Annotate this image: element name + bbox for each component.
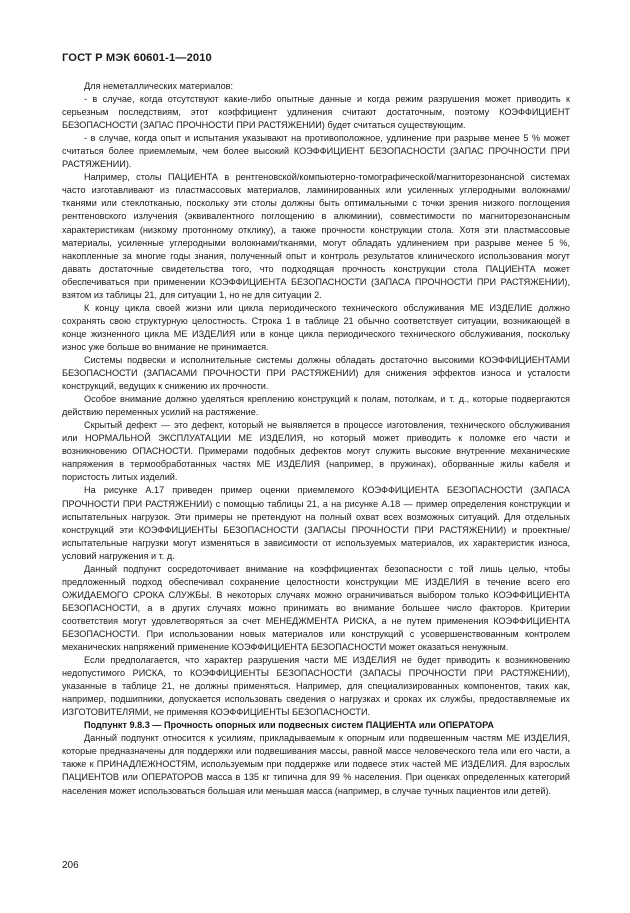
paragraph: К концу цикла своей жизни или цикла периодического технического обслуживания МЕ ИЗДЕЛИЕ должно сохранять свою структурную целостность. Строка 1 в таблице 21 обычно соответствует ситуации, возникающей в конце жизненного цикла МЕ ИЗДЕЛИЯ или в конце цикла периодического технического обслуживания, поскольку износ уже больше во внимание не принимается. bbox=[62, 302, 570, 352]
paragraph: Например, столы ПАЦИЕНТА в рентгеновской/компьютерно-томографической/магниторезонансной системах часто изготавливают из пластмассовых материалов, ламинированных или усиленных углеродными волокнами/тканями или стеклотканью, поскольку эти столы должны быть оптимальными с точки зрения низкого поглощения рентгеновского излучения (эквивалентного поглощению в алюминии), совместимости по магниторезонансным характеристикам (низкому протонному отклику), а также прочности конструкции стола. Хотя эти пластмассовые материалы, усиленные углеродными волокнами/тканями, могут обладать удлинением при разрыве менее 5 %, накопленные за многие годы знания, полученный опыт и контроль результатов клинического использования могут давать достаточные свидетельства того, что подходящая прочность конструкции стола ПАЦИЕНТА может обеспечиваться при применении КОЭФФИЦИЕНТА БЕЗОПАСНОСТИ (ЗАПАСА ПРОЧНОСТИ ПРИ РАСТЯЖЕНИИ), взятом из таблицы 21, для ситуации 1, но не для ситуации 2. bbox=[62, 172, 570, 300]
document-body bbox=[62, 80, 570, 798]
paragraph: Для неметаллических материалов: bbox=[84, 81, 234, 91]
paragraph: Если предполагается, что характер разрушения части МЕ ИЗДЕЛИЯ не будет приводить к возникновению недопустимого РИСКА, то КОЭФФИЦИЕНТЫ БЕЗОПАСНОСТИ (ЗАПАСЫ ПРОЧНОСТИ ПРИ РАСТЯЖЕНИИ), указанные в таблице 21, не должны применяться. Например, для специализированных компонентов, таких как, например, подшипники, допускается использовать сведения о нагрузках и сроках их службы, предоставляемые их ИЗГОТОВИТЕЛЯМИ, не применяя КОЭФФИЦИЕНТЫ БЕЗОПАСНОСТИ. bbox=[62, 655, 570, 718]
paragraph: Системы подвески и исполнительные системы должны обладать достаточно высокими КОЭФФИЦИЕНТАМИ БЕЗОПАСНОСТИ (ЗАПАСАМИ ПРОЧНОСТИ ПРИ РАСТЯЖЕНИИ) для снижения эффектов износа и усталости конструкций, ведущих к снижению их прочности. bbox=[62, 354, 570, 392]
paragraph: Данный подпункт относится к усилиям, прикладываемым к опорным или подвешенным частям МЕ ИЗДЕЛИЯ, которые предназначены для поддержки или подвешивания массы, равной массе человеческого тела или его части, а также к ПРИНАДЛЕЖНОСТЯМ, используемым при поддержке или подвесе этих частей МЕ ИЗДЕЛИЯ. Для взрослых ПАЦИЕНТОВ или ОПЕРАТОРОВ масса в 135 кг типична для 99 % населения. При оценках определенных категорий населения может использоваться большая или меньшая масса (например, в случае тучных пациентов или детей). bbox=[62, 733, 570, 796]
paragraph: На рисунке А.17 приведен пример оценки приемлемого КОЭФФИЦИЕНТА БЕЗОПАСНОСТИ (ЗАПАСА ПРОЧНОСТИ ПРИ РАСТЯЖЕНИИ) с помощью таблицы 21, а на рисунке А.18 — пример определения конструкции и испытательных нагрузок. Эти примеры не претендуют на полный охват всех возможных ситуаций. Для отдельных конструкций эти КОЭФФИЦИЕНТЫ БЕЗОПАСНОСТИ (ЗАПАСЫ ПРОЧНОСТИ ПРИ РАСТЯЖЕНИИ) и проектные/испытательные нагрузки могут изменяться в зависимости от используемых материалов, их характеристик износа, условий нагружения и т. д. bbox=[62, 485, 570, 561]
paragraph: Особое внимание должно уделяться креплению конструкций к полам, потолкам, и т. д., которые подвергаются действию переменных усилий на растяжение. bbox=[62, 394, 570, 418]
paragraph: Данный подпункт сосредоточивает внимание на коэффициентах безопасности с той лишь целью, чтобы предложенный подход обеспечивал сохранение целостности конструкции МЕ ИЗДЕЛИЯ в течение всего его ОЖИДАЕМОГО СРОКА СЛУЖБЫ. В некоторых случаях можно ограничиваться выбором только КОЭФФИЦИЕНТА БЕЗОПАСНОСТИ, а в других случаях можно принимать во внимание большее число факторов. Критерии соответствия могут удовлетворяться за счет МЕНЕДЖМЕНТА РИСКА, а не путем применения КОЭФФИЦИЕНТА БЕЗОПАСНОСТИ. При использовании новых материалов или конструкций с усовершенствованным контролем механических напряжений применение КОЭФФИЦИЕНТА БЕЗОПАСНОСТИ может оказаться ненужным. bbox=[62, 563, 570, 653]
page-number: 206 bbox=[62, 860, 79, 871]
standard-header: ГОСТ Р МЭК 60601-1—2010 bbox=[62, 52, 212, 64]
paragraph: - в случае, когда опыт и испытания указывают на противоположное, удлинение при разрыве менее 5 % может считаться более приемлемым, чем более высокий КОЭФФИЦИЕНТ БЕЗОПАСНОСТИ (ЗАПАС ПРОЧНОСТИ ПРИ РАСТЯЖЕНИИ). bbox=[62, 133, 570, 170]
paragraph: - в случае, когда отсутствуют какие-либо опытные данные и когда режим разрушения может приводить к серьезным последствиям, этот коэффициент удлинения считают достаточным, поэтому КОЭФФИЦИЕНТ БЕЗОПАСНОСТИ (ЗАПАС ПРОЧНОСТИ ПРИ РАСТЯЖЕНИИ) будет считаться существующим. bbox=[62, 94, 570, 131]
paragraph: Скрытый дефект — это дефект, который не выявляется в процессе изготовления, технического обслуживания или НОРМАЛЬНОЙ ЭКСПЛУАТАЦИИ МЕ ИЗДЕЛИЯ, но который может приводить к поломке его части и возникновению ОПАСНОСТИ. Примерами подобных дефектов могут служить высокие внутренние механические напряжения в термообработанных частях МЕ ИЗДЕЛИЯ (например, в пружинах), оборванные жилы кабеля и пористость литых изделий. bbox=[62, 420, 570, 483]
subclause-heading: Подпункт 9.8.3 — Прочность опорных или подвесных систем ПАЦИЕНТА или ОПЕРАТОРА bbox=[84, 720, 494, 731]
